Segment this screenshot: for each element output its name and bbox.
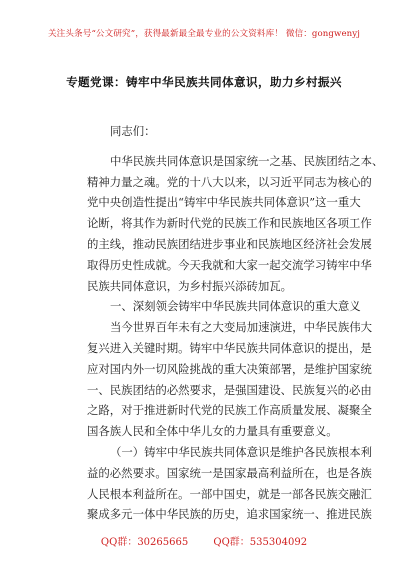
- paragraph-line: 民族共同体意识，为乡村振兴添砖加瓦。: [87, 278, 293, 293]
- paragraph-line: 当今世界百年未有之大变局加速演进，中华民族伟大: [110, 320, 372, 335]
- paragraph-line: 的主线，推动民族团结进步事业和民族地区经济社会发展: [87, 236, 372, 251]
- paragraph-line: 中华民族共同体意识是国家统一之基、民族团结之本、: [110, 153, 384, 168]
- footer-qq-group-1: QQ群：30265665: [100, 537, 189, 548]
- paragraph-line: 取得历史性成就。今天我就和大家一起交流学习铸牢中华: [87, 257, 372, 272]
- paragraph-line: 益的必然要求。国家统一是国家最高利益所在，也是各族: [87, 465, 372, 480]
- salutation: 同志们：: [110, 124, 156, 138]
- footer-qq-group-2: QQ群：535304092: [213, 537, 308, 548]
- paragraph-line: 之路，对于推进新时代党的民族工作高质量发展、凝聚全: [87, 403, 372, 418]
- paragraph-line: 一、民族团结的必然要求，是强国建设、民族复兴的必由: [87, 382, 372, 397]
- subsection-line: （一）铸牢中华民族共同体意识是维护各民族根本利: [110, 444, 372, 459]
- document-body: [87, 121, 384, 525]
- paragraph-line: 聚成多元一体中华民族的历史，追求国家统一、推进民族: [87, 507, 372, 522]
- header-promo-note: 关注头条号“公文研究”，获得最新最全最专业的公文资料库！ 微信：gongwenyj: [47, 29, 361, 39]
- paragraph-line: 精神力量之魂。党的十八大以来，以习近平同志为核心的: [87, 174, 372, 189]
- paragraph-line: 应对国内外一切风险挑战的重大决策部署，是维护国家统: [87, 361, 372, 376]
- paragraph-line: 论断，将其作为新时代党的民族工作和民族地区各项工作: [87, 216, 372, 231]
- document-title: 专题党课：铸牢中华民族共同体意识，助力乡村振兴: [66, 75, 342, 89]
- footer-contact: [0, 533, 408, 548]
- paragraph-line: 复兴进入关键时期。铸牢中华民族共同体意识的提出，是: [87, 340, 372, 355]
- paragraph-line: 国各族人民和全体中华儿女的力量具有重要意义。: [87, 424, 338, 439]
- paragraph-line: 人民根本利益所在。一部中国史，就是一部各民族交融汇: [87, 486, 372, 501]
- paragraph-line: 党中央创造性提出“铸牢中华民族共同体意识”这一重大: [87, 195, 361, 210]
- section-heading: 一、深刻领会铸牢中华民族共同体意识的重大意义: [110, 299, 361, 314]
